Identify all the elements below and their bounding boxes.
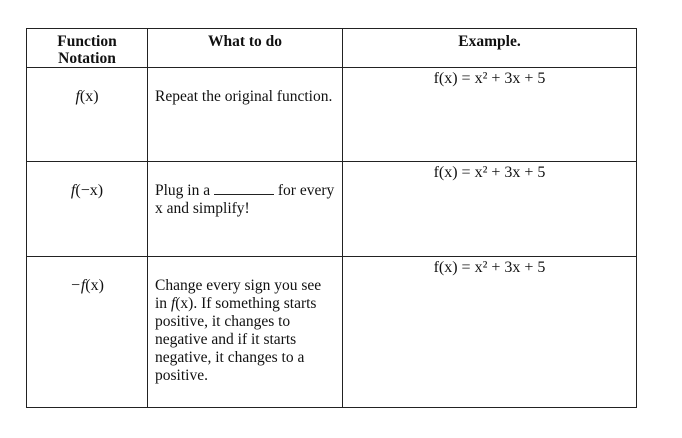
table-row <box>27 162 637 257</box>
example-cell <box>343 162 637 257</box>
header-row <box>27 29 637 68</box>
what-to-do-text: Repeat the original function. <box>155 88 333 105</box>
notation-cell <box>27 162 148 257</box>
fill-in-blank-line <box>214 182 274 195</box>
what-to-do-cell <box>148 68 343 162</box>
what-to-do-text-before-math: Change every sign you see in <box>155 277 322 312</box>
header-example: Example. <box>343 29 637 68</box>
inline-math-argument: (x) <box>175 295 194 312</box>
example-formula: f(x) = x² + 3x + 5 <box>433 259 546 276</box>
function-notation-table <box>26 28 637 408</box>
notation-function: f <box>70 182 76 199</box>
inline-math-expression <box>171 295 193 312</box>
notation-function: f <box>75 88 80 105</box>
example-cell <box>343 68 637 162</box>
notation-argument: (−x) <box>75 182 104 199</box>
example-cell <box>343 257 637 408</box>
header-what-to-do: What to do <box>148 29 343 68</box>
what-to-do-text-after-math: . If something starts positive, it changes to negative and if it starts negative, it changes to a positive. <box>155 295 317 384</box>
notation-function: −f <box>70 277 86 294</box>
notation-cell <box>27 68 148 162</box>
inline-math-function: f <box>170 295 176 312</box>
table-row <box>27 257 637 408</box>
notation-argument: (x) <box>79 88 99 105</box>
example-formula: f(x) = x² + 3x + 5 <box>433 164 546 181</box>
header-notation-line1: Function <box>57 33 117 50</box>
what-to-do-text-after-blank: for every x and simplify! <box>155 182 335 217</box>
table-row <box>27 68 637 162</box>
what-to-do-cell <box>148 162 343 257</box>
notation-cell <box>27 257 148 408</box>
what-to-do-cell <box>148 257 343 408</box>
header-notation-line2: Notation <box>58 50 116 67</box>
example-formula: f(x) = x² + 3x + 5 <box>433 70 546 87</box>
header-notation <box>27 29 148 68</box>
what-to-do-text-before-blank: Plug in a <box>155 182 211 199</box>
notation-argument: (x) <box>85 277 104 294</box>
